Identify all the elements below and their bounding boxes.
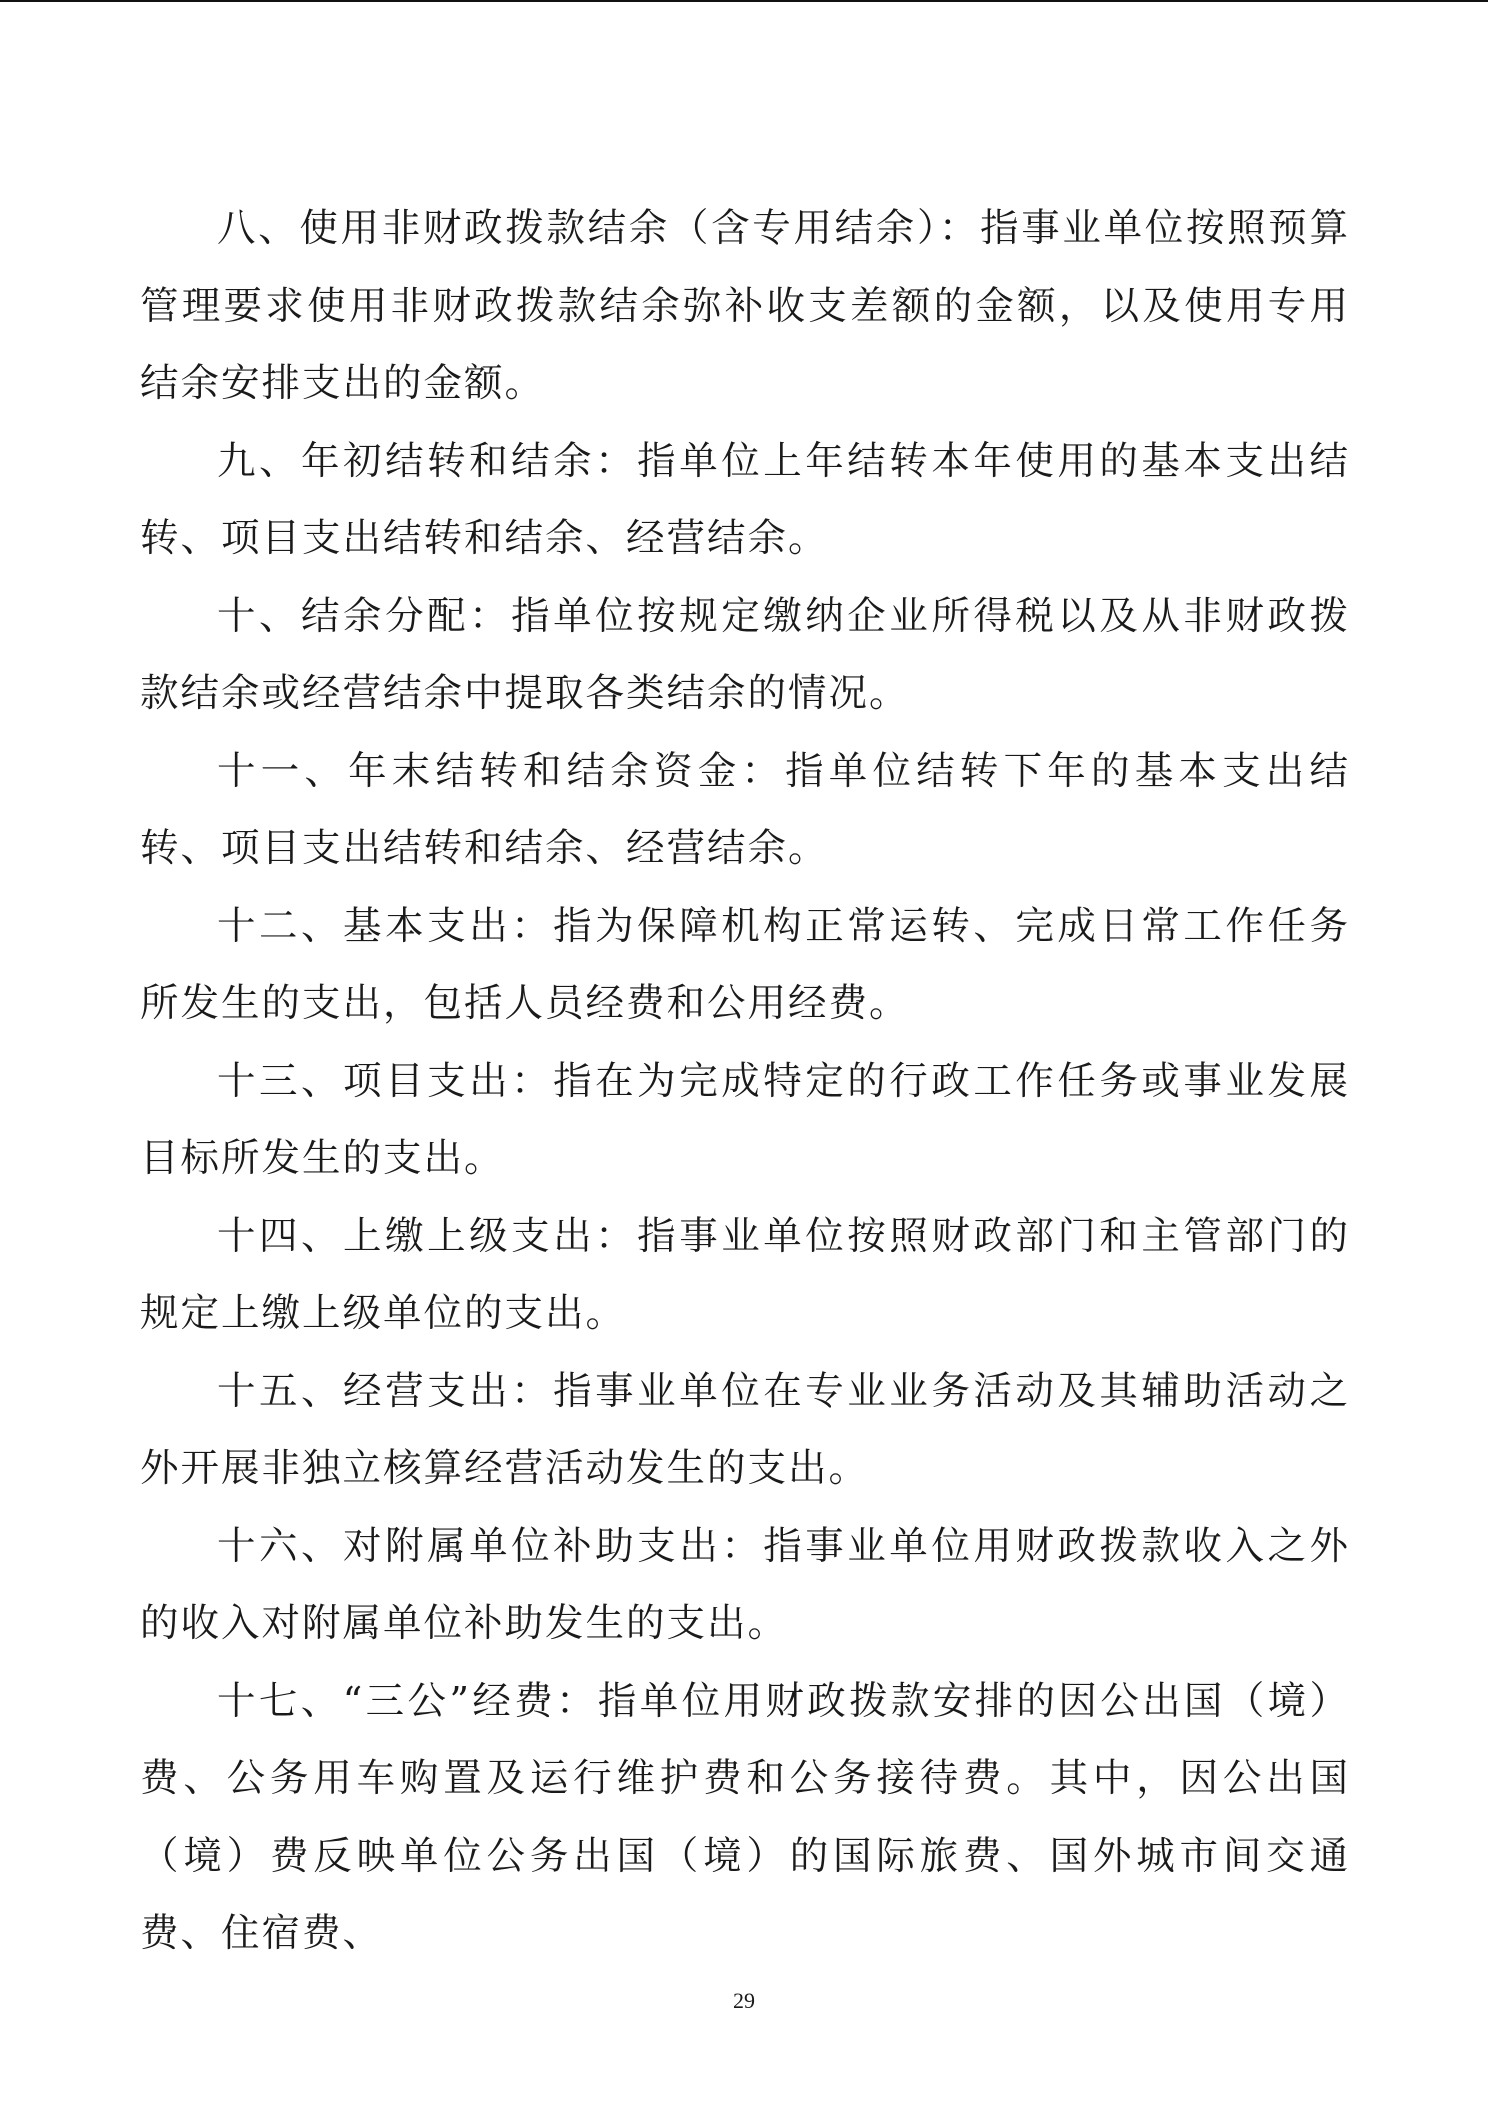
paragraph-12: 十二、基本支出：指为保障机构正常运转、完成日常工作任务所发生的支出，包括人员经费和公用经费。 (140, 903, 1350, 1026)
paragraph-8: 八、使用非财政拨款结余（含专用结余）：指事业单位按照预算管理要求使用非财政拨款结余弥补收支差额的金额，以及使用专用结余安排支出的金额。 (140, 206, 1350, 406)
page-number: 29 (733, 1988, 755, 2013)
paragraph-11: 十一、年末结转和结余资金：指单位结转下年的基本支出结转、项目支出结转和结余、经营结余。 (140, 748, 1350, 871)
paragraph-10: 十、结余分配：指单位按规定缴纳企业所得税以及从非财政拨款结余或经营结余中提取各类结余的情况。 (140, 593, 1350, 716)
paragraph-16: 十六、对附属单位补助支出：指事业单位用财政拨款收入之外的收入对附属单位补助发生的支出。 (140, 1523, 1350, 1646)
paragraph-9: 九、年初结转和结余：指单位上年结转本年使用的基本支出结转、项目支出结转和结余、经营结余。 (140, 438, 1350, 561)
paragraph-17: 十七、“三公”经费：指单位用财政拨款安排的因公出国（境）费、公务用车购置及运行维护费和公务接待费。其中，因公出国（境）费反映单位公务出国（境）的国际旅费、国外城市间交通费、住宿费、 (140, 1678, 1350, 1956)
paragraph-14: 十四、上缴上级支出：指事业单位按照财政部门和主管部门的规定上缴上级单位的支出。 (140, 1213, 1350, 1336)
paragraph-15: 十五、经营支出：指事业单位在专业业务活动及其辅助活动之外开展非独立核算经营活动发生的支出。 (140, 1368, 1350, 1491)
paragraph-13: 十三、项目支出：指在为完成特定的行政工作任务或事业发展目标所发生的支出。 (140, 1058, 1350, 1181)
document-body (140, 190, 1350, 1973)
top-border-line (0, 0, 1488, 2)
